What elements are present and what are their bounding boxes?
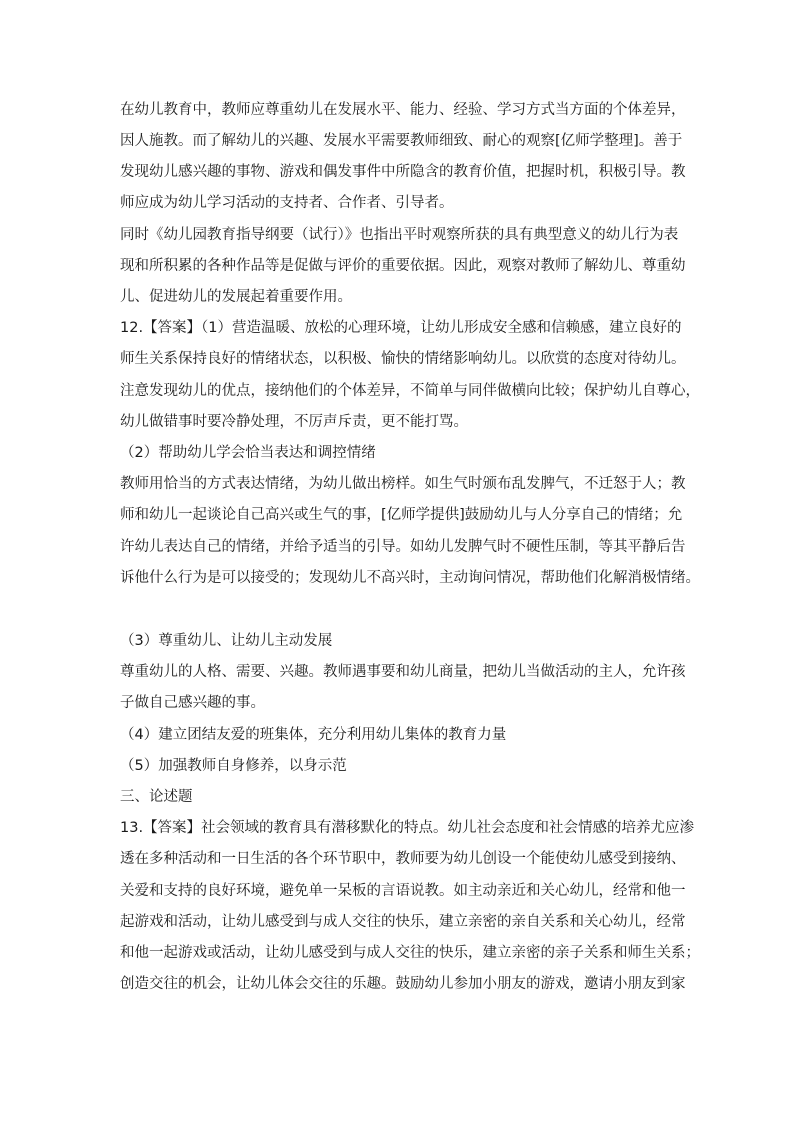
text-line: 注意发现幼儿的优点，接纳他们的个体差异，不简单与同伴做横向比较；保护幼儿自尊心，: [120, 383, 700, 399]
text-line: 透在多种活动和一日生活的各个环节职中，教师要为幼儿创设一个能使幼儿感受到接纳、: [120, 851, 686, 867]
section-heading: 三、论述题: [120, 789, 193, 805]
text-line: 诉他什么行为是可以接受的；发现幼儿不高兴时，主动询问情况，帮助他们化解消极情绪。: [120, 570, 700, 586]
text-line: 师生关系保持良好的情绪状态，以积极、愉快的情绪影响幼儿。以欣赏的态度对待幼儿。: [120, 351, 686, 367]
text-line: 师和幼儿一起谈论自己高兴或生气的事，[亿师学提供]鼓励幼儿与人分享自己的情绪；允: [120, 507, 683, 523]
text-line: 在幼儿教育中，教师应尊重幼儿在发展水平、能力、经验、学习方式当方面的个体差异，: [120, 102, 686, 118]
answer-13-line: 13.【答案】社会领域的教育具有潜移默化的特点。幼儿社会态度和社会情感的培养尤应渗: [120, 820, 695, 836]
text-line: 和他一起游戏或活动，让幼儿感受到与成人交往的快乐，建立亲密的亲子关系和师生关系；: [120, 945, 700, 961]
text-line: 因人施教。而了解幼儿的兴趣、发展水平需要教师细致、耐心的观察[亿师学整理]。善于: [120, 133, 683, 149]
subheading-line: （5）加强教师自身修养，以身示范: [120, 758, 347, 774]
text-line: 创造交往的机会，让幼儿体会交往的乐趣。鼓励幼儿参加小朋友的游戏，邀请小朋友到家: [120, 976, 686, 992]
text-line: 尊重幼儿的人格、需要、兴趣。教师遇事要和幼儿商量，把幼儿当做活动的主人，允许孩: [120, 664, 686, 680]
subheading-line: （2）帮助幼儿学会恰当表达和调控情绪: [120, 445, 376, 461]
text-line: 幼儿做错事时要冷静处理，不厉声斥责，更不能打骂。: [120, 414, 468, 430]
text-line: 教师用恰当的方式表达情绪，为幼儿做出榜样。如生气时颁布乱发脾气，不迁怒于人；教: [120, 476, 686, 492]
subheading-line: （4）建立团结友爱的班集体，充分利用幼儿集体的教育力量: [120, 727, 507, 743]
text-line: 许幼儿表达自己的情绪，并给予适当的引导。如幼儿发脾气时不硬性压制，等其平静后告: [120, 539, 686, 555]
subheading-line: （3）尊重幼儿、让幼儿主动发展: [120, 633, 333, 649]
text-line: 起游戏和活动，让幼儿感受到与成人交往的快乐，建立亲密的亲自关系和关心幼儿，经常: [120, 914, 686, 930]
text-line: 儿、促进幼儿的发展起着重要作用。: [120, 289, 352, 305]
text-line: 关爱和支持的良好环境，避免单一呆板的言语说教。如主动亲近和关心幼儿，经常和他一: [120, 883, 686, 899]
text-line: 师应成为幼儿学习活动的支持者、合作者、引导者。: [120, 195, 454, 211]
text-line: 同时《幼儿园教育指导纲要（试行）》也指出平时观察所获的具有典型意义的幼儿行为表: [120, 227, 679, 243]
text-line: 发现幼儿感兴趣的事物、游戏和偶发事件中所隐含的教育价值，把握时机，积极引导。教: [120, 164, 686, 180]
text-line: 现和所积累的各种作品等是促做与评价的重要依据。因此，观察对教师了解幼儿、尊重幼: [120, 258, 686, 274]
text-line: 子做自己感兴趣的事。: [120, 695, 265, 711]
answer-12-line: 12.【答案】（1）营造温暖、放松的心理环境，让幼儿形成安全感和信赖感，建立良好的: [120, 320, 682, 336]
